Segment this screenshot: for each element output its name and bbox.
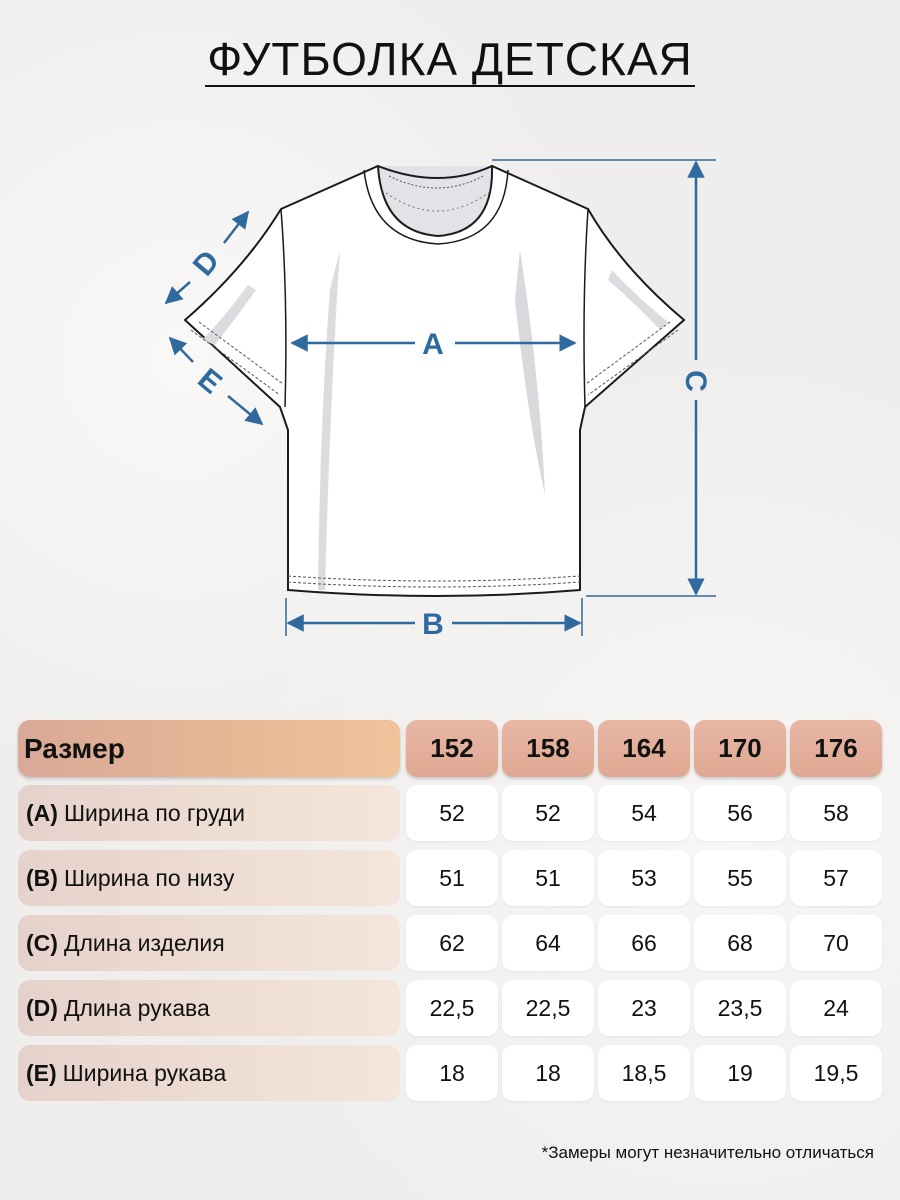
table-cell: 18 (406, 1045, 498, 1101)
table-cell: 24 (790, 980, 882, 1036)
table-row (18, 785, 884, 841)
table-cell: 18,5 (598, 1045, 690, 1101)
size-header-label: Размер (18, 720, 400, 777)
dimension-d-label: D (186, 244, 226, 283)
table-cell: 58 (790, 785, 882, 841)
dimension-c-label: C (679, 370, 712, 392)
table-cell: 56 (694, 785, 786, 841)
table-row (18, 915, 884, 971)
size-header-cell: 158 (502, 720, 594, 777)
size-table (18, 720, 884, 1110)
table-row (18, 850, 884, 906)
table-cell: 51 (502, 850, 594, 906)
size-table-header-row (18, 720, 884, 777)
table-cell: 18 (502, 1045, 594, 1101)
tshirt-drawing (185, 166, 684, 596)
table-cell: 70 (790, 915, 882, 971)
measurement-name: Длина изделия (63, 929, 225, 956)
measurement-code: (E) (26, 1059, 57, 1086)
size-header-cell: 176 (790, 720, 882, 777)
table-cell: 22,5 (406, 980, 498, 1036)
table-cell: 19,5 (790, 1045, 882, 1101)
dimension-e-label: E (191, 362, 228, 401)
table-cell: 57 (790, 850, 882, 906)
measurement-code: (B) (26, 864, 58, 891)
table-cell: 54 (598, 785, 690, 841)
size-header-cell: 170 (694, 720, 786, 777)
measurement-name: Ширина рукава (62, 1059, 227, 1086)
measurement-label (18, 980, 400, 1036)
measurement-name: Ширина по низу (63, 864, 235, 891)
page-title-text: ФУТБОЛКА ДЕТСКАЯ (207, 33, 693, 85)
table-cell: 68 (694, 915, 786, 971)
measurement-code: (A) (26, 799, 58, 826)
table-cell: 52 (502, 785, 594, 841)
table-cell: 53 (598, 850, 690, 906)
table-cell: 19 (694, 1045, 786, 1101)
dimension-b (286, 598, 582, 641)
table-cell: 66 (598, 915, 690, 971)
measurement-footnote: *Замеры могут незначительно отличаться (541, 1143, 874, 1162)
table-row (18, 1045, 884, 1101)
measurement-code: (C) (26, 929, 58, 956)
measurement-code: (D) (26, 994, 58, 1021)
measurement-label (18, 850, 400, 906)
table-cell: 64 (502, 915, 594, 971)
table-cell: 22,5 (502, 980, 594, 1036)
table-cell: 23,5 (694, 980, 786, 1036)
dimension-b-label: B (422, 608, 444, 641)
table-cell: 52 (406, 785, 498, 841)
table-cell: 23 (598, 980, 690, 1036)
table-cell: 55 (694, 850, 786, 906)
measurement-name: Длина рукава (63, 994, 210, 1021)
size-header-cell: 164 (598, 720, 690, 777)
table-row (18, 980, 884, 1036)
size-header-cell: 152 (406, 720, 498, 777)
measurement-label (18, 1045, 400, 1101)
measurement-label (18, 915, 400, 971)
measurement-name: Ширина по груди (63, 799, 245, 826)
measurement-label (18, 785, 400, 841)
table-cell: 51 (406, 850, 498, 906)
dimension-a-label: A (422, 328, 444, 361)
table-cell: 62 (406, 915, 498, 971)
